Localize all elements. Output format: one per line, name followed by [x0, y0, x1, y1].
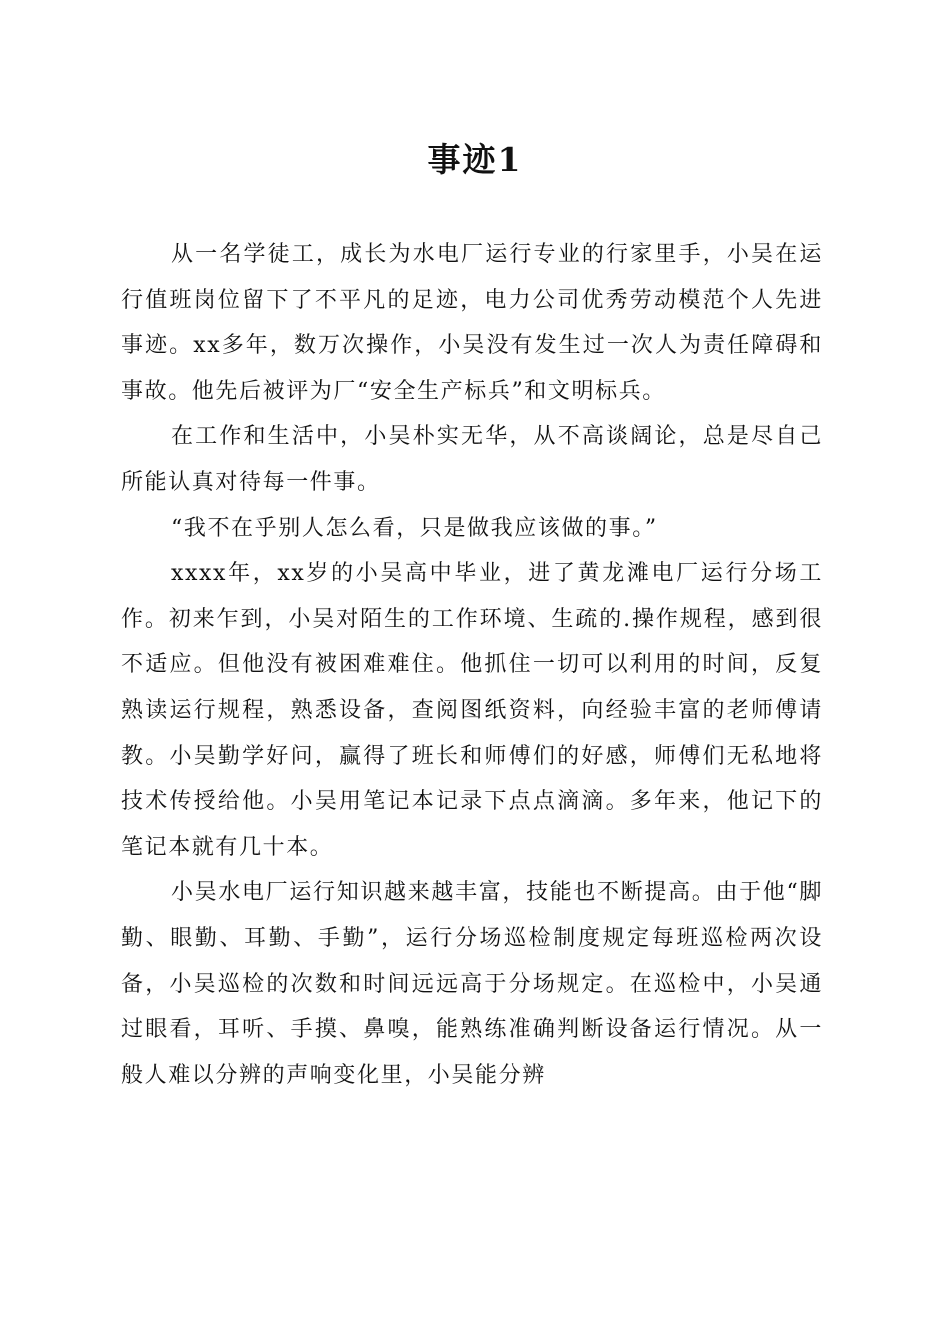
paragraph-1: 从一名学徒工，成长为水电厂运行专业的行家里手，小吴在运行值班岗位留下了不平凡的足迹，电力公司优秀劳动模范个人先进事迹。xx多年，数万次操作，小吴没有发生过一次人为责任障碍和事故。他先后被评为厂“安全生产标兵”和文明标兵。 — [121, 242, 823, 404]
paragraph-4: xxxx年，xx岁的小吴高中毕业，进了黄龙滩电厂运行分场工作。初来乍到，小吴对陌生的工作环境、生疏的.操作规程，感到很不适应。但他没有被困难难住。他抓住一切可以利用的时间，反复熟读运行规程，熟悉设备，查阅图纸资料，向经验丰富的老师傅请教。小吴勤学好问，赢得了班长和师傅们的好感，师傅们无私地将技术传授给他。小吴用笔记本记录下点点滴滴。多年来，他记下的笔记本就有几十本。 — [121, 561, 823, 860]
document-body — [121, 232, 823, 1098]
paragraph-2: 在工作和生活中，小吴朴实无华，从不高谈阔论，总是尽自己所能认真对待每一件事。 — [121, 424, 823, 495]
paragraph-3: “我不在乎别人怎么看，只是做我应该做的事。” — [171, 515, 658, 541]
paragraph-5: 小吴水电厂运行知识越来越丰富，技能也不断提高。由于他“脚勤、眼勤、耳勤、手勤”，运行分场巡检制度规定每班巡检两次设备，小吴巡检的次数和时间远远高于分场规定。在巡检中，小吴通过眼看，耳听、手摸、鼻嗅，能熟练准确判断设备运行情况。从一般人难以分辨的声响变化里，小吴能分辨 — [121, 880, 823, 1088]
document-title: 事迹1 — [427, 140, 523, 179]
